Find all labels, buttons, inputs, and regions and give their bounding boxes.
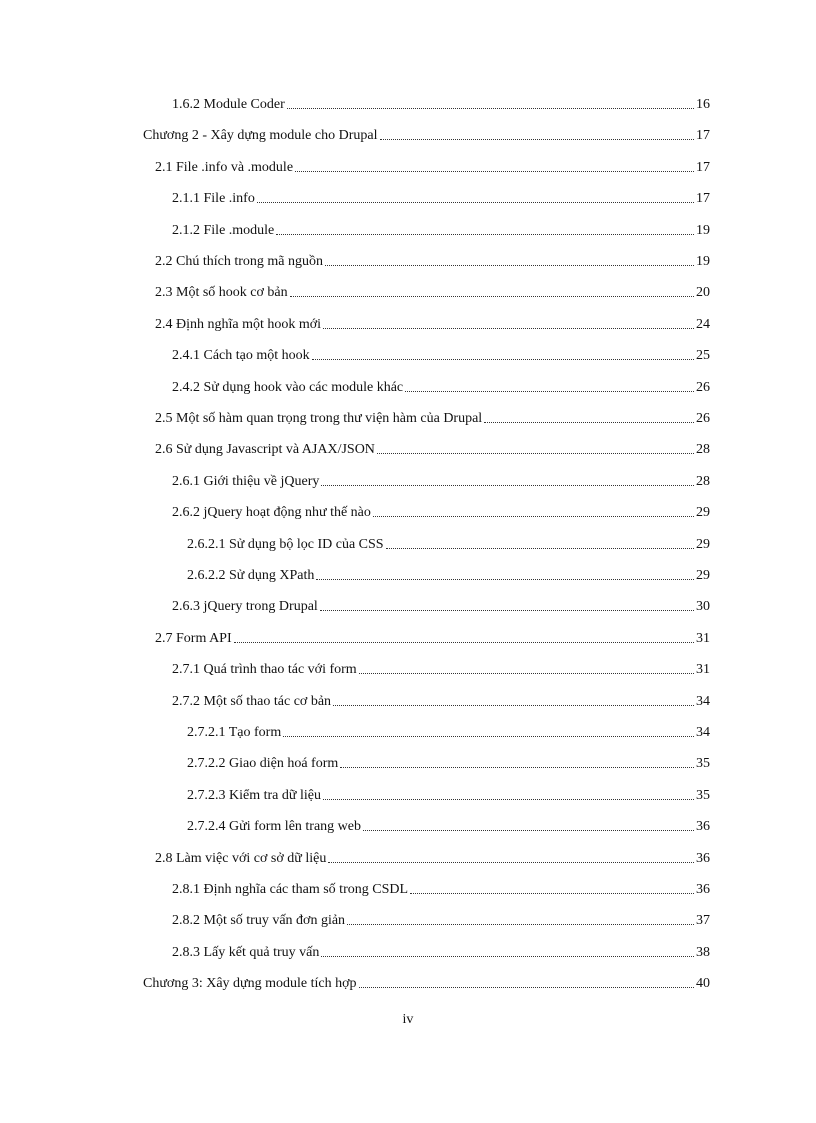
toc-entry-title: 2.7.1 Quá trình thao tác với form [172, 662, 357, 678]
toc-dot-leader [234, 642, 694, 643]
toc-entry-page: 29 [696, 505, 710, 521]
toc-entry[interactable] [172, 907, 710, 929]
toc-entry[interactable] [143, 970, 710, 992]
toc-entry-page: 34 [696, 693, 710, 709]
toc-dot-leader [359, 987, 694, 988]
toc-entry-page: 20 [696, 285, 710, 301]
toc-entry-title: 2.4 Định nghĩa một hook mới [155, 316, 322, 332]
toc-entry-title: Chương 3: Xây dựng module tích hợp [143, 976, 357, 992]
toc-entry[interactable] [187, 531, 710, 553]
toc-entry-title: 2.8 Làm việc với cơ sở dữ liệu [155, 850, 327, 866]
toc-dot-leader [373, 516, 694, 517]
toc-dot-leader [283, 736, 694, 737]
toc-entry-title: 2.6.1 Giới thiệu về jQuery [172, 473, 320, 489]
toc-entry[interactable] [172, 374, 710, 396]
toc-dot-leader [405, 391, 694, 392]
toc-entry-page: 36 [696, 882, 710, 897]
toc-dot-leader [340, 767, 694, 768]
toc-dot-leader [484, 422, 694, 423]
toc-entry-page: 35 [696, 756, 710, 772]
toc-dot-leader [290, 296, 694, 297]
toc-entry-page: 24 [696, 316, 710, 332]
toc-dot-leader [377, 453, 694, 454]
toc-entry-page: 19 [696, 254, 710, 269]
toc-entry-title: 2.3 Một số hook cơ bản [155, 285, 288, 301]
toc-entry-title: 2.5 Một số hàm quan trọng trong thư viện hàm của Drupal [155, 411, 483, 426]
toc-entry[interactable] [187, 782, 710, 804]
toc-entry-title: 2.6.2 jQuery hoạt động như thế nào [172, 505, 371, 521]
toc-dot-leader [328, 862, 694, 863]
toc-dot-leader [320, 610, 694, 611]
toc-dot-leader [312, 359, 694, 360]
toc-entry-title: 2.7 Form API [155, 630, 232, 646]
toc-entry-title: 2.2 Chú thích trong mã nguồn [155, 254, 323, 269]
toc-entry-title: 2.6 Sử dụng Javascript và AJAX/JSON [155, 442, 375, 458]
toc-dot-leader [380, 139, 695, 140]
toc-entry[interactable] [172, 217, 710, 239]
toc-entry-title: 2.7.2.1 Tạo form [187, 725, 282, 740]
toc-dot-leader [323, 328, 694, 329]
toc-entry-page: 36 [696, 819, 710, 835]
toc-entry-page: 17 [696, 191, 710, 207]
toc-entry-page: 17 [696, 159, 710, 175]
toc-dot-leader [321, 956, 694, 957]
toc-entry[interactable] [155, 311, 710, 333]
toc-entry[interactable] [172, 342, 710, 364]
page-number: iv [402, 1012, 414, 1027]
toc-entry-title: 1.6.2 Module Coder [172, 97, 285, 112]
toc-dot-leader [295, 171, 694, 172]
toc-entry-title: 2.6.2.2 Sử dụng XPath [187, 568, 315, 583]
toc-entry-title: 2.1.2 File .module [172, 222, 275, 238]
toc-entry-page: 36 [696, 850, 710, 866]
toc-entry[interactable] [172, 593, 710, 615]
toc-entry-page: 17 [696, 128, 710, 144]
toc-dot-leader [287, 108, 694, 109]
toc-entry-title: 2.1 File .info và .module [155, 159, 294, 175]
toc-entry-title: 2.1.1 File .info [172, 191, 255, 207]
toc-dot-leader [347, 924, 694, 925]
toc-dot-leader [323, 799, 694, 800]
toc-entry[interactable] [187, 719, 710, 741]
toc-entry-title: 2.7.2.2 Giao diện hoá form [187, 756, 339, 772]
toc-entry-page: 29 [696, 536, 710, 552]
toc-entry-page: 28 [696, 442, 710, 458]
toc-dot-leader [325, 265, 694, 266]
toc-dot-leader [321, 485, 694, 486]
toc-entry-page: 37 [696, 913, 710, 929]
toc-entry-title: 2.7.2.4 Gửi form lên trang web [187, 819, 361, 835]
toc-entry[interactable] [155, 845, 710, 867]
toc-entry[interactable] [155, 154, 710, 176]
toc-entry-title: 2.6.3 jQuery trong Drupal [172, 599, 318, 615]
toc-entry[interactable] [172, 939, 710, 961]
toc-entry-page: 29 [696, 568, 710, 583]
toc-dot-leader [386, 548, 694, 549]
toc-entry-page: 38 [696, 944, 710, 960]
toc-entry-page: 26 [696, 411, 710, 426]
toc-entry-title: 2.8.3 Lấy kết quả truy vấn [172, 944, 320, 960]
toc-entry[interactable] [155, 405, 710, 427]
toc-dot-leader [363, 830, 694, 831]
toc-entry[interactable] [172, 876, 710, 898]
toc-entry-page: 30 [696, 599, 710, 615]
toc-entry[interactable] [155, 248, 710, 270]
toc-entry-title: 2.8.2 Một số truy vấn đơn giản [172, 913, 346, 929]
toc-entry[interactable] [172, 688, 710, 710]
toc-entry[interactable] [172, 91, 710, 113]
toc-entry[interactable] [155, 436, 710, 458]
toc-entry-page: 19 [696, 222, 710, 238]
toc-entry[interactable] [155, 279, 710, 301]
toc-entry-title: 2.4.2 Sử dụng hook vào các module khác [172, 379, 404, 395]
toc-entry-title: 2.6.2.1 Sử dụng bộ lọc ID của CSS [187, 536, 384, 552]
toc-entry-page: 35 [696, 787, 710, 803]
toc-entry-title: 2.8.1 Định nghĩa các tham số trong CSDL [172, 882, 409, 897]
toc-entry-title: 2.4.1 Cách tạo một hook [172, 348, 310, 364]
toc-entry-page: 40 [696, 976, 710, 992]
toc-entry[interactable] [172, 656, 710, 678]
toc-entry[interactable] [187, 813, 710, 835]
toc-entry-page: 31 [696, 662, 710, 678]
toc-entry-page: 26 [696, 379, 710, 395]
toc-entry-title: 2.7.2.3 Kiểm tra dữ liệu [187, 787, 321, 803]
toc-entry[interactable] [143, 122, 710, 144]
toc-entry-page: 28 [696, 473, 710, 489]
toc-dot-leader [276, 234, 694, 235]
toc-entry-page: 16 [696, 97, 710, 112]
toc-dot-leader [257, 202, 694, 203]
toc-entry[interactable] [172, 499, 710, 521]
toc-entry[interactable] [172, 185, 710, 207]
toc-entry-page: 31 [696, 630, 710, 646]
toc-entry-title: Chương 2 - Xây dựng module cho Drupal [143, 128, 378, 144]
toc-entry-page: 25 [696, 348, 710, 364]
toc-entry-page: 34 [696, 725, 710, 740]
toc-dot-leader [359, 673, 694, 674]
toc-entry[interactable] [187, 750, 710, 772]
toc-entry[interactable] [172, 468, 710, 490]
toc-entry[interactable] [155, 625, 710, 647]
toc-dot-leader [316, 579, 694, 580]
toc-dot-leader [333, 705, 694, 706]
toc-dot-leader [410, 893, 694, 894]
toc-entry[interactable] [187, 562, 710, 584]
toc-entry-title: 2.7.2 Một số thao tác cơ bản [172, 693, 332, 709]
